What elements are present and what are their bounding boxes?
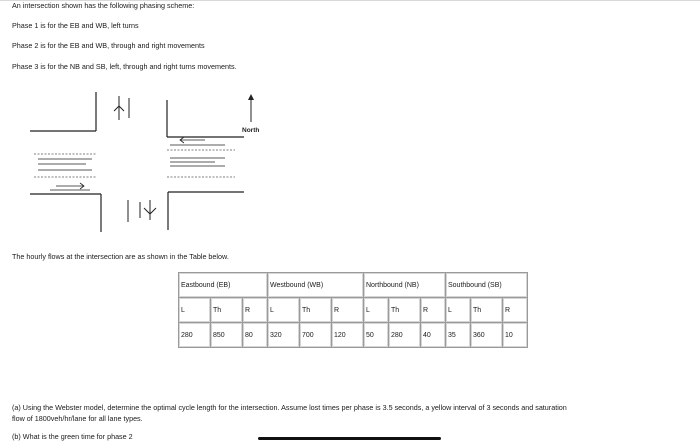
table-cell: 320	[268, 323, 300, 348]
question-a	[12, 402, 692, 424]
table-cell: R	[332, 298, 364, 323]
table-header-row	[179, 273, 528, 298]
approach-header-wb: Westbound (WB)	[268, 273, 364, 298]
table-cell: Th	[211, 298, 243, 323]
table-cell: R	[243, 298, 268, 323]
table-row-movements	[179, 298, 528, 323]
table-cell: L	[268, 298, 300, 323]
table-cell: 280	[179, 323, 211, 348]
question-a-line2: flow of 1800veh/hr/lane for all lane types.	[12, 414, 143, 423]
table-cell: Th	[471, 298, 503, 323]
wb-lane-markings	[170, 137, 225, 166]
table-cell: 10	[503, 323, 528, 348]
sb-arrows	[114, 96, 129, 120]
table-cell: 700	[300, 323, 332, 348]
intersection-diagram	[30, 92, 260, 232]
north-label: North	[242, 127, 260, 134]
table-cell: L	[446, 298, 471, 323]
phase-1-text: Phase 1 is for the EB and WB, left turns	[12, 21, 139, 30]
home-indicator[interactable]	[258, 437, 441, 440]
approach-header-sb: Southbound (SB)	[446, 273, 528, 298]
nb-arrows	[128, 200, 156, 222]
eb-lane-markings	[38, 159, 92, 190]
table-cell: Th	[389, 298, 421, 323]
north-arrow-icon	[248, 94, 254, 122]
table-cell: 850	[211, 323, 243, 348]
table-cell: 40	[421, 323, 446, 348]
question-a-line1: (a) Using the Webster model, determine the optimal cycle length for the intersection. Assume lost times per phase is 3.5 seconds, a yellow interval of 3 seconds and saturation	[12, 403, 567, 412]
table-cell: L	[364, 298, 389, 323]
intro-text: An intersection shown has the following phasing scheme:	[12, 1, 195, 10]
table-cell: 80	[243, 323, 268, 348]
table-cell: 35	[446, 323, 471, 348]
approach-header-eb: Eastbound (EB)	[179, 273, 268, 298]
approach-header-nb: Northbound (NB)	[364, 273, 446, 298]
table-cell: Th	[300, 298, 332, 323]
flow-table	[178, 272, 528, 348]
table-cell: R	[503, 298, 528, 323]
question-b: (b) What is the green time for phase 2	[12, 432, 133, 441]
table-cell: 120	[332, 323, 364, 348]
table-cell: L	[179, 298, 211, 323]
table-cell: 50	[364, 323, 389, 348]
table-cell: 360	[471, 323, 503, 348]
phase-3-text: Phase 3 is for the NB and SB, left, through and right turns movements.	[12, 62, 237, 71]
table-row-flows	[179, 323, 528, 348]
flows-intro-text: The hourly flows at the intersection are as shown in the Table below.	[12, 252, 229, 261]
table-cell: R	[421, 298, 446, 323]
phase-2-text: Phase 2 is for the EB and WB, through and right movements	[12, 41, 205, 50]
table-cell: 280	[389, 323, 421, 348]
